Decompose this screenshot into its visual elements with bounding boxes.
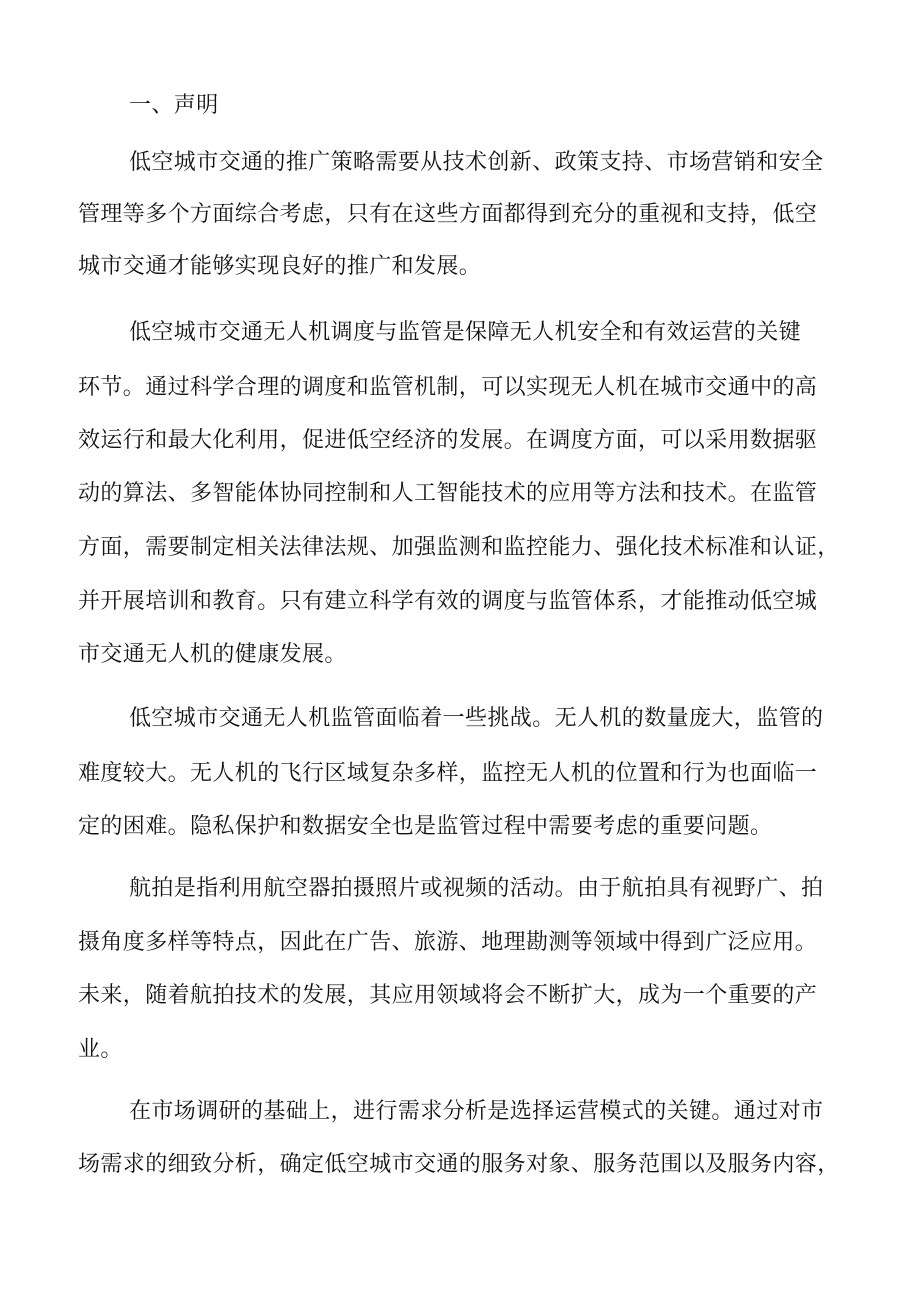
paragraph-1-line-2: 管理等多个方面综合考虑，只有在这些方面都得到充分的重视和支持，低空 — [78, 202, 818, 227]
paragraph-1-line-3: 城市交通才能够实现良好的推广和发展。 — [78, 254, 482, 279]
paragraph-2-line-3: 效运行和最大化利用，促进低空经济的发展。在调度方面，可以采用数据驱 — [78, 428, 818, 453]
section-heading: 一、声明 — [129, 93, 219, 118]
paragraph-2-line-6: 并开展培训和教育。只有建立科学有效的调度与监管体系，才能推动低空城 — [78, 589, 818, 614]
paragraph-4-line-2: 摄角度多样等特点，因此在广告、旅游、地理勘测等领域中得到广泛应用。 — [78, 930, 818, 955]
paragraph-2-line-5: 方面，需要制定相关法律法规、加强监测和监控能力、强化技术标准和认证， — [78, 535, 840, 560]
paragraph-2-line-1: 低空城市交通无人机调度与监管是保障无人机安全和有效运营的关键 — [129, 320, 802, 345]
paragraph-3-line-2: 难度较大。无人机的飞行区域复杂多样，监控无人机的位置和行为也面临一 — [78, 761, 818, 786]
paragraph-1-line-1: 低空城市交通的推广策略需要从技术创新、政策支持、市场营销和安全 — [129, 150, 824, 175]
paragraph-4-line-1: 航拍是指利用航空器拍摄照片或视频的活动。由于航拍具有视野广、拍 — [129, 876, 824, 901]
paragraph-3-line-3: 定的困难。隐私保护和数据安全也是监管过程中需要考虑的重要问题。 — [78, 814, 773, 839]
paragraph-5-line-1: 在市场调研的基础上，进行需求分析是选择运营模式的关键。通过对市 — [129, 1099, 824, 1124]
paragraph-3-line-1: 低空城市交通无人机监管面临着一些挑战。无人机的数量庞大，监管的 — [129, 706, 824, 731]
paragraph-2-line-4: 动的算法、多智能体协同控制和人工智能技术的应用等方法和技术。在监管 — [78, 481, 818, 506]
paragraph-5-line-2: 场需求的细致分析，确定低空城市交通的服务对象、服务范围以及服务内容， — [78, 1152, 840, 1177]
paragraph-4-line-4: 业。 — [78, 1037, 123, 1062]
paragraph-2-line-7: 市交通无人机的健康发展。 — [78, 642, 347, 667]
paragraph-2-line-2: 环节。通过科学合理的调度和监管机制，可以实现无人机在城市交通中的高 — [78, 375, 818, 400]
paragraph-4-line-3: 未来，随着航拍技术的发展，其应用领域将会不断扩大，成为一个重要的产 — [78, 983, 818, 1008]
